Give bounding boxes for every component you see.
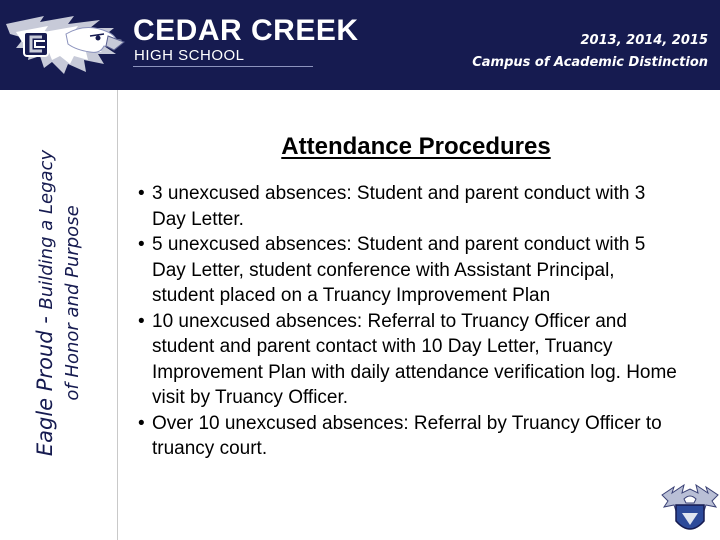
- bullet-dot-icon: •: [138, 234, 145, 255]
- school-subtitle: HIGH SCHOOL: [134, 47, 245, 64]
- slide-title: [128, 132, 704, 162]
- school-name: CEDAR CREEK: [133, 14, 359, 47]
- tagline-line-2: of Honor and Purpose: [62, 205, 83, 401]
- bullet-dot-icon: •: [138, 183, 145, 204]
- slide-title-text: Attendance Procedures: [281, 133, 551, 160]
- list-item-text: 10 unexcused absences: Referral to Truancy Officer and student and parent contact with 10 Day Letter, Truancy Improvement Plan with daily attendance verification log. Home visit by Truancy Officer.: [152, 310, 677, 408]
- list-item-text: 5 unexcused absences: Student and parent conduct with 5 Day Letter, student conference with Assistant Principal, student placed on a Truancy Improvement Plan: [152, 234, 646, 306]
- bullet-dot-icon: •: [138, 310, 145, 332]
- list-item: [138, 309, 678, 411]
- bullet-list: [138, 181, 678, 462]
- tagline-legacy: Building a Legacy: [36, 149, 57, 310]
- distinction-label: Campus of Academic Distinction: [472, 55, 708, 70]
- distinction-block: [408, 30, 708, 74]
- list-item: [138, 232, 678, 309]
- list-item-text: 3 unexcused absences: Student and parent conduct with 3 Day Letter.: [152, 183, 646, 230]
- header-underline: [133, 66, 313, 67]
- distinction-years: 2013, 2014, 2015: [580, 33, 708, 48]
- list-item-text: Over 10 unexcused absences: Referral by Truancy Officer to truancy court.: [152, 412, 662, 459]
- eagle-cc-logo-icon: [4, 6, 126, 78]
- bullet-dot-icon: •: [138, 412, 145, 434]
- header-band: [0, 0, 720, 90]
- sidebar-tagline: [32, 83, 86, 523]
- side-divider: [117, 90, 118, 540]
- list-item: [138, 411, 678, 462]
- list-item: [138, 181, 678, 232]
- tagline-emphasis: Eagle Proud -: [33, 309, 57, 457]
- eagle-crest-icon: [660, 475, 720, 540]
- tagline-line-1: [32, 83, 60, 523]
